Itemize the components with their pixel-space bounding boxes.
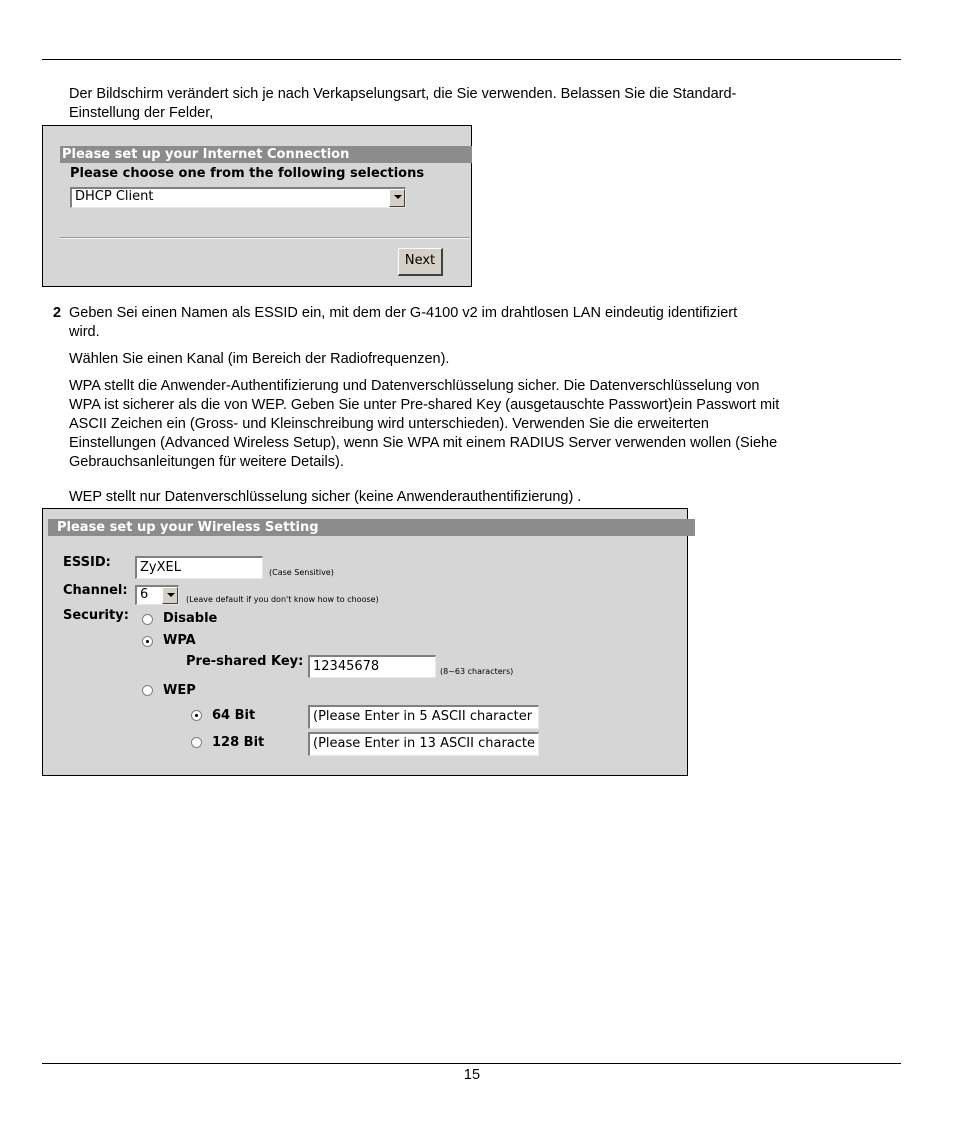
footer-rule xyxy=(42,1063,901,1064)
wep-128bit-radio[interactable] xyxy=(191,737,202,748)
step2-p4: WEP stellt nur Datenverschlüsselung sicher (keine Anwenderauthentifizierung) . xyxy=(69,489,582,505)
page-number: 15 xyxy=(463,1067,481,1083)
channel-label: Channel: xyxy=(63,583,128,598)
channel-value: 6 xyxy=(140,587,149,602)
step2-p2: Wählen Sie einen Kanal (im Bereich der Radiofrequenzen). xyxy=(69,351,450,367)
essid-field[interactable]: ZyXEL xyxy=(135,556,263,579)
header-rule xyxy=(42,59,901,60)
security-disable-label: Disable xyxy=(163,611,218,626)
channel-note: (Leave default if you don't know how to choose) xyxy=(186,595,379,604)
wep-64bit-key-field[interactable]: (Please Enter in 5 ASCII character xyxy=(308,705,539,729)
psk-note: (8~63 characters) xyxy=(440,667,514,676)
step2-p3-line3: ASCII Zeichen ein (Gross- und Kleinschreibung wird unterschieden). Verwenden Sie die erweiterten xyxy=(69,416,709,432)
step2-p3-line4: Einstellungen (Advanced Wireless Setup), wenn Sie WPA mit einem RADIUS Server verwenden wollen (Siehe xyxy=(69,435,778,451)
wireless-setting-panel xyxy=(42,508,688,776)
psk-field[interactable]: 12345678 xyxy=(308,655,436,678)
chevron-down-icon[interactable] xyxy=(389,189,405,207)
security-wpa-label: WPA xyxy=(163,633,196,648)
intro-line-2: Einstellung der Felder, xyxy=(69,105,214,121)
wep-128bit-label: 128 Bit xyxy=(212,735,265,750)
security-disable-radio[interactable] xyxy=(142,614,153,625)
security-wep-label: WEP xyxy=(163,683,196,698)
essid-label: ESSID: xyxy=(63,555,111,570)
wep-128bit-key-field[interactable]: (Please Enter in 13 ASCII characte xyxy=(308,732,539,756)
step2-p3-line5: Gebrauchsanleitungen für weitere Details). xyxy=(69,454,344,470)
internet-connection-panel xyxy=(42,125,472,287)
step2-p3-line1: WPA stellt die Anwender-Authentifizierung und Datenverschlüsselung sicher. Die Datenverschlüsselung von xyxy=(69,378,760,394)
connection-type-value: DHCP Client xyxy=(75,189,154,204)
step2-p1-line2: wird. xyxy=(69,324,100,340)
security-wpa-radio[interactable] xyxy=(142,636,153,647)
wep-64bit-label: 64 Bit xyxy=(212,708,256,723)
next-button[interactable]: Next xyxy=(398,248,443,276)
psk-label: Pre-shared Key: xyxy=(186,654,304,669)
chevron-down-icon[interactable] xyxy=(162,587,178,604)
step-number: 2 xyxy=(53,305,62,321)
step2-p1-line1: Geben Sei einen Namen als ESSID ein, mit dem der G-4100 v2 im drahtlosen LAN eindeutig identifiziert xyxy=(69,305,738,321)
essid-note: (Case Sensitive) xyxy=(269,568,334,577)
internet-panel-divider xyxy=(60,237,470,239)
step2-p3-line2: WPA ist sicherer als die von WEP. Geben Sie unter Pre-shared Key (ausgetauschte Passwort)ein Passwort mit xyxy=(69,397,780,413)
security-wep-radio[interactable] xyxy=(142,685,153,696)
channel-select[interactable] xyxy=(135,585,179,605)
internet-panel-header: Please set up your Internet Connection xyxy=(60,146,472,163)
internet-panel-prompt: Please choose one from the following selections xyxy=(70,166,425,181)
security-label: Security: xyxy=(63,608,129,623)
wireless-panel-header: Please set up your Wireless Setting xyxy=(48,519,695,536)
wep-64bit-radio[interactable] xyxy=(191,710,202,721)
connection-type-select[interactable] xyxy=(70,187,406,208)
intro-line-1: Der Bildschirm verändert sich je nach Verkapselungsart, die Sie verwenden. Belassen Sie die Standard- xyxy=(69,86,737,102)
